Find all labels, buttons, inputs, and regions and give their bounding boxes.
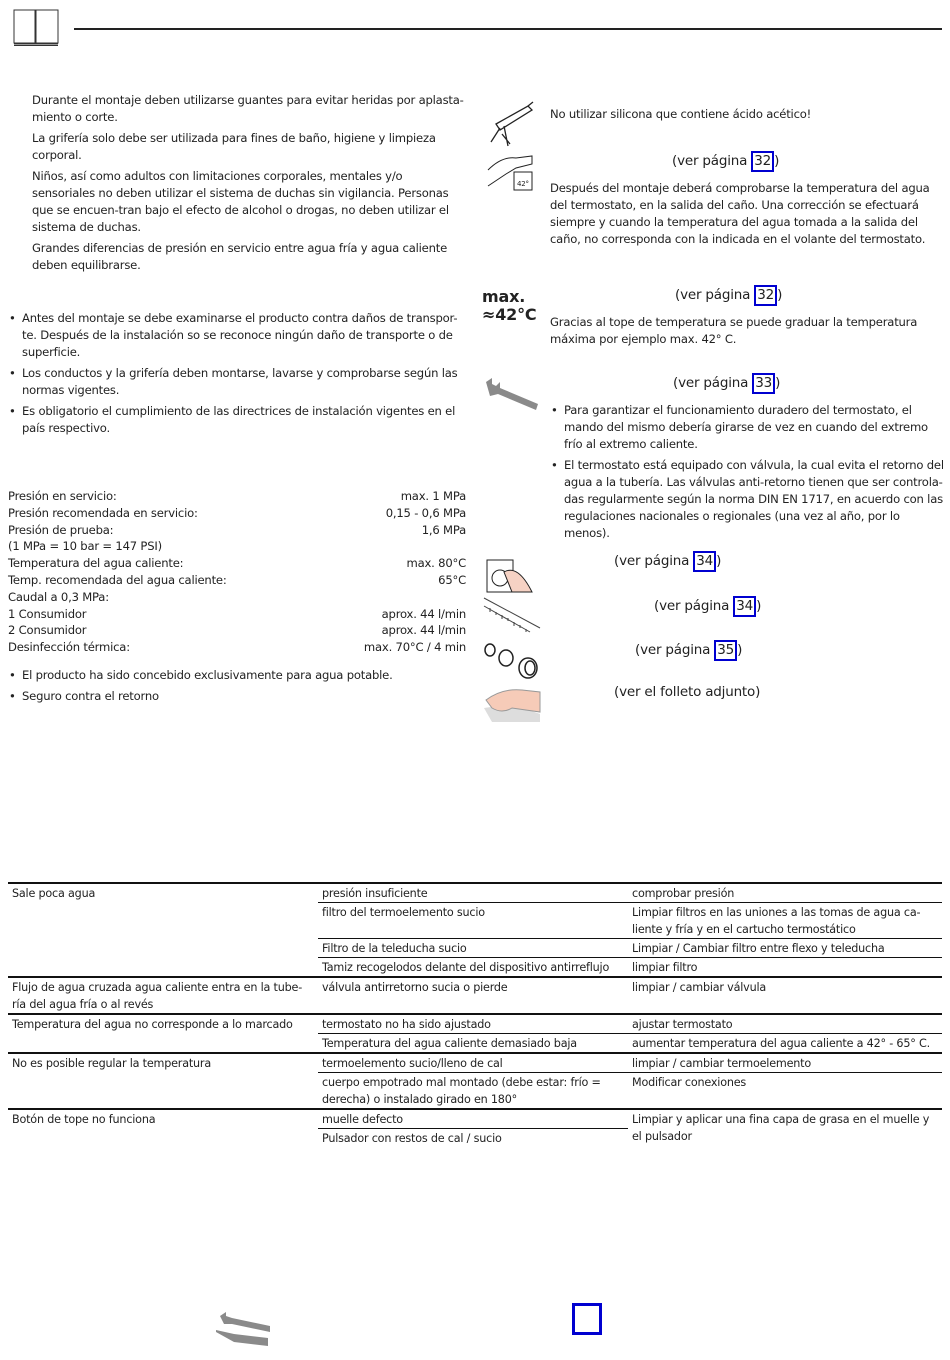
see-page-link[interactable] (673, 373, 780, 394)
safety-notes (32, 92, 468, 278)
safety-text: Durante el montaje deben utilizarse guantes para evitar heridas por aplasta-miento o corte. (32, 93, 464, 124)
see-page-link[interactable] (654, 596, 761, 617)
spec-label: (1 MPa = 10 bar = 147 PSI) (8, 539, 162, 554)
spec-row (8, 505, 466, 522)
ref-suffix: ) (775, 375, 781, 391)
spec-value: 0,15 - 0,6 MPa (385, 505, 466, 520)
cause-cell: termoelemento sucio/lleno de cal (318, 1053, 628, 1073)
cause-cell: termostato no ha sido ajustado (318, 1014, 628, 1034)
cause-cell: válvula antirretorno sucia o pierde (318, 977, 628, 1014)
table-row (8, 1109, 942, 1129)
spec-row (8, 606, 466, 623)
spec-row (8, 572, 466, 589)
ruler-icon (482, 596, 542, 636)
spec-label: 2 Consumidor (8, 623, 87, 638)
temp-label: ≈42°C (482, 305, 537, 324)
remedy-cell: Limpiar / Cambiar filtro entre flexo y teleducha (628, 939, 942, 958)
cause-cell: presión insuficiente (318, 883, 628, 903)
ref-label: (ver página (635, 642, 715, 658)
page-number-box[interactable] (572, 1303, 602, 1335)
limit-text: Gracias al tope de temperatura se puede graduar la temperatura máxima por ejemplo max. 42° C. (550, 315, 918, 346)
spec-notes (8, 667, 470, 709)
page-number-link[interactable]: 35 (714, 640, 737, 661)
remedy-cell: limpiar / cambiar válvula (628, 977, 942, 1014)
problem-cell: No es posible regular la temperatura (8, 1053, 318, 1109)
spec-value: aprox. 44 l/min (381, 623, 466, 638)
spec-label: Temp. recomendada del agua caliente: (8, 572, 227, 587)
spec-row (8, 555, 466, 572)
spec-value: max. 70°C / 4 min (363, 640, 466, 655)
silicone-gun-icon (488, 100, 534, 148)
table-row (8, 883, 942, 903)
safety-text: Grandes diferencias de presión en servicio entre agua fría y agua caliente deben equilibrarse. (32, 241, 448, 272)
ref-suffix: ) (774, 153, 780, 169)
installation-notes (8, 310, 470, 441)
table-row (8, 1014, 942, 1034)
list-item: • El termostato está equipado con válvula, la cual evita el retorno del agua a la tubería. Las válvulas anti-retorno tienen que ser controla-das regularmente según la norma DIN EN 1717, en acuerdo con las regulaciones nacionales o regionales (una vez al año, por lo menos). (550, 457, 944, 542)
spec-row (8, 522, 466, 539)
page-number-link[interactable]: 34 (733, 596, 756, 617)
ref-label: (ver página (675, 287, 755, 303)
spec-label: Desinfección térmica: (8, 640, 130, 655)
wrench-icon (482, 374, 542, 414)
ref-label: (ver página (614, 553, 694, 569)
see-page-link[interactable] (672, 151, 779, 172)
spec-label: Presión en servicio: (8, 489, 117, 503)
technical-specs (8, 488, 466, 656)
cause-cell: filtro del termoelemento sucio (318, 903, 628, 939)
list-item: • Los conductos y la grifería deben montarse, lavarse y comprobarse según las normas vigentes. (8, 365, 470, 399)
spec-value: 65°C (438, 572, 466, 587)
cause-cell: muelle defecto (318, 1109, 628, 1129)
spec-row (8, 488, 466, 505)
safety-text: Niños, así como adultos con limitaciones corporales, mentales y/o sensoriales no deben utilizar el sistema de duchas sin vigilancia. Personas que se encuen-tran bajo el efecto de alcohol o drogas, no deben utilizar el sistema de duchas. (32, 169, 449, 234)
ref-label: (ver página (672, 153, 752, 169)
spec-row (8, 622, 466, 639)
spec-value: aprox. 44 l/min (381, 606, 466, 621)
page-number-link[interactable]: 33 (752, 373, 775, 394)
spec-value: 1,6 MPa (421, 522, 466, 537)
table-row (8, 1053, 942, 1073)
ref-label: (ver página (654, 598, 734, 614)
list-item: • Seguro contra el retorno (8, 688, 470, 705)
header-rule (74, 28, 942, 30)
adjust-text: Después del montaje deberá comprobarse la temperatura del agua del termostato, en la salida del caño. Una corrección se efectuará siempre y cuando la temperatura del agua tomada a la salida del caño, no corresponda con la indicada en el volante del termostato. (550, 181, 930, 246)
spec-value: max. 1 MPa (400, 489, 466, 503)
cause-cell: Filtro de la teleducha sucio (318, 939, 628, 958)
spec-label: Temperatura del agua caliente: (8, 556, 184, 571)
problem-cell: Botón de tope no funciona (8, 1109, 318, 1147)
cause-cell: cuerpo empotrado mal montado (debe estar: frío = derecha) o instalado girado en 180° (318, 1073, 628, 1110)
troubleshooting-table (8, 882, 942, 1147)
ref-suffix: ) (756, 598, 762, 614)
thermometer-check-icon (486, 150, 536, 192)
spec-row (8, 589, 466, 606)
ref-label: (ver página (673, 375, 753, 391)
page-number-link[interactable]: 32 (751, 151, 774, 172)
ref-suffix: ) (777, 287, 783, 303)
list-item: • Antes del montaje se debe examinarse el producto contra daños de transpor-te. Después de la instalación so se reconoce ningún daño de transporte o de superficie. (8, 310, 470, 361)
cause-cell: Tamiz recogelodos delante del dispositivo antirreflujo (318, 958, 628, 978)
table-row (8, 977, 942, 1014)
max-temp-icon (482, 288, 536, 324)
remedy-cell: limpiar / cambiar termoelemento (628, 1053, 942, 1073)
safety-text: La grifería solo debe ser utilizada para fines de baño, higiene y limpieza corporal. (32, 131, 436, 162)
page-number-link[interactable]: 34 (693, 551, 716, 572)
problem-cell: Temperatura del agua no corresponde a lo marcado (8, 1014, 318, 1053)
spec-label: Presión de prueba: (8, 522, 114, 537)
spec-row (8, 538, 466, 555)
spec-value: max. 80°C (406, 556, 466, 571)
remedy-cell: ajustar termostato (628, 1014, 942, 1034)
tools-icon (214, 1306, 274, 1346)
cleaning-hand-icon (482, 684, 542, 722)
cause-cell: Temperatura del agua caliente demasiado baja (318, 1034, 628, 1054)
maintenance-notes (550, 402, 944, 546)
remedy-cell: comprobar presión (628, 883, 942, 903)
list-item: • Para garantizar el funcionamiento duradero del termostato, el mando del mismo debería girarse de vez en cuando del extremo frío al extremo caliente. (550, 402, 944, 453)
remedy-cell: aumentar temperatura del agua caliente a 42° - 65° C. (628, 1034, 942, 1054)
page-number-link[interactable]: 32 (754, 285, 777, 306)
remedy-cell: limpiar filtro (628, 958, 942, 978)
spec-label: 1 Consumidor (8, 606, 87, 621)
list-item: • El producto ha sido concebido exclusivamente para agua potable. (8, 667, 470, 684)
svg-text:42°: 42° (517, 180, 529, 188)
cartridge-parts-icon (482, 640, 542, 680)
problem-cell: Flujo de agua cruzada agua caliente entra en la tube-ría del agua fría o al revés (8, 977, 318, 1014)
problem-cell: Sale poca agua (8, 883, 318, 977)
book-icon (12, 8, 62, 46)
ref-suffix: ) (716, 553, 722, 569)
see-page-link[interactable] (675, 285, 782, 306)
handle-assembly-icon (486, 554, 536, 594)
spec-row (8, 639, 466, 656)
see-page-link[interactable] (614, 551, 721, 572)
remedy-cell: Modificar conexiones (628, 1073, 942, 1110)
ref-suffix: ) (737, 642, 743, 658)
remedy-cell: Limpiar y aplicar una fina capa de grasa en el muelle y el pulsador (628, 1109, 942, 1147)
max-label: max. (482, 287, 526, 306)
spec-label: Caudal a 0,3 MPa: (8, 589, 109, 604)
cause-cell: Pulsador con restos de cal / sucio (318, 1129, 628, 1148)
spec-label: Presión recomendada en servicio: (8, 505, 198, 520)
remedy-cell: Limpiar filtros en las uniones a las tomas de agua ca-liente y fría y en el cartucho termostático (628, 903, 942, 939)
see-page-link[interactable] (635, 640, 742, 661)
leaflet-ref[interactable]: (ver el folleto adjunto) (614, 684, 761, 700)
list-item: • Es obligatorio el cumplimiento de las directrices de instalación vigentes en el país respectivo. (8, 403, 470, 437)
silicone-warning: No utilizar silicona que contiene ácido acético! (550, 107, 812, 121)
